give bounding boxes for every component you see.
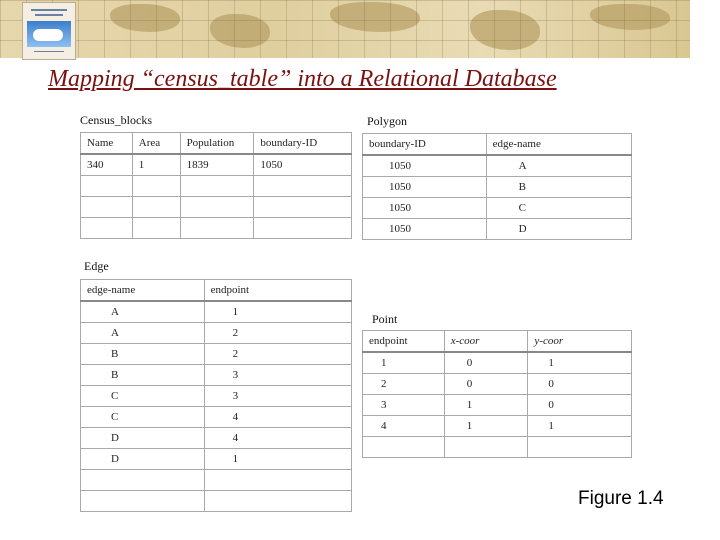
edge-table	[80, 279, 352, 512]
table-row	[81, 301, 352, 323]
column-header: endpoint	[204, 280, 351, 302]
table-cell: A	[486, 155, 631, 177]
table-cell: 2	[204, 323, 351, 344]
point-table	[362, 330, 632, 458]
table-row	[81, 365, 352, 386]
table-cell	[363, 437, 445, 458]
table-row	[363, 352, 632, 374]
book-logo	[22, 2, 76, 60]
table-cell	[81, 197, 133, 218]
table-row	[81, 218, 352, 239]
column-header: y-coor	[528, 331, 632, 353]
census-blocks-label: Census_blocks	[80, 113, 152, 127]
column-header: x-coor	[444, 331, 528, 353]
table-cell: 340	[81, 154, 133, 176]
table-row	[81, 176, 352, 197]
table-row	[81, 154, 352, 176]
table-cell	[81, 470, 205, 491]
logo-line	[34, 51, 64, 52]
table-cell: 1050	[363, 155, 487, 177]
table-cell: 0	[444, 374, 528, 395]
table-cell: 3	[204, 365, 351, 386]
table-row	[363, 219, 632, 240]
table-cell: 1050	[254, 154, 352, 176]
table-cell: 3	[363, 395, 445, 416]
table-cell: 2	[363, 374, 445, 395]
figure-caption: Figure 1.4	[578, 488, 664, 509]
table-row	[81, 344, 352, 365]
table-cell	[254, 197, 352, 218]
table-row	[81, 386, 352, 407]
table-cell: 1	[204, 449, 351, 470]
table-cell: 1050	[363, 198, 487, 219]
column-header: Area	[132, 133, 180, 155]
table-row	[81, 407, 352, 428]
table-cell: 0	[528, 374, 632, 395]
table-row	[363, 395, 632, 416]
table-cell: 3	[204, 386, 351, 407]
table-cell: 0	[444, 352, 528, 374]
slide-title: Mapping “census_table” into a Relational Database	[48, 66, 557, 92]
column-header: endpoint	[363, 331, 445, 353]
table-cell: A	[81, 301, 205, 323]
table-cell: 1050	[363, 177, 487, 198]
table-cell	[204, 470, 351, 491]
table-cell	[254, 176, 352, 197]
table-cell: 1	[363, 352, 445, 374]
table-cell	[180, 218, 254, 239]
point-label: Point	[372, 312, 398, 326]
polygon-label: Polygon	[367, 114, 408, 128]
table-row	[81, 491, 352, 512]
table-cell: 1	[204, 301, 351, 323]
table-row	[363, 177, 632, 198]
table-cell: 1839	[180, 154, 254, 176]
logo-line	[31, 9, 67, 11]
table-row	[81, 323, 352, 344]
census-blocks-table	[80, 132, 352, 239]
table-cell: 1	[444, 395, 528, 416]
table-cell: 0	[528, 395, 632, 416]
column-header: boundary-ID	[363, 134, 487, 156]
table-row	[81, 449, 352, 470]
table-cell: 1	[528, 352, 632, 374]
table-cell: 4	[204, 428, 351, 449]
edge-label: Edge	[84, 259, 109, 273]
table-cell: 1	[132, 154, 180, 176]
table-cell	[528, 437, 632, 458]
table-cell: 2	[204, 344, 351, 365]
table-cell	[132, 197, 180, 218]
table-header-row	[363, 331, 632, 353]
column-header: Population	[180, 133, 254, 155]
table-cell: 1	[444, 416, 528, 437]
table-header-row	[81, 133, 352, 155]
table-cell: C	[81, 407, 205, 428]
column-header: boundary-ID	[254, 133, 352, 155]
table-cell	[204, 491, 351, 512]
table-cell: B	[81, 365, 205, 386]
header-banner	[0, 0, 690, 58]
table-row	[363, 374, 632, 395]
table-cell: B	[81, 344, 205, 365]
table-cell	[180, 176, 254, 197]
table-cell	[81, 218, 133, 239]
table-cell: B	[486, 177, 631, 198]
table-cell: C	[486, 198, 631, 219]
map-grid	[0, 0, 690, 58]
table-row	[81, 197, 352, 218]
column-header: Name	[81, 133, 133, 155]
table-cell	[180, 197, 254, 218]
table-cell	[81, 176, 133, 197]
table-cell: D	[81, 449, 205, 470]
table-header-row	[81, 280, 352, 302]
table-row	[363, 155, 632, 177]
table-cell	[254, 218, 352, 239]
table-row	[81, 470, 352, 491]
table-cell: 1050	[363, 219, 487, 240]
table-header-row	[363, 134, 632, 156]
polygon-table	[362, 133, 632, 240]
column-header: edge-name	[486, 134, 631, 156]
table-row	[363, 437, 632, 458]
table-cell: 4	[204, 407, 351, 428]
logo-cloud	[33, 29, 63, 41]
column-header: edge-name	[81, 280, 205, 302]
table-cell: 4	[363, 416, 445, 437]
table-cell: D	[81, 428, 205, 449]
table-cell: D	[486, 219, 631, 240]
table-cell: C	[81, 386, 205, 407]
logo-line	[35, 14, 63, 16]
table-cell	[444, 437, 528, 458]
table-cell	[132, 176, 180, 197]
table-cell: 1	[528, 416, 632, 437]
table-row	[363, 198, 632, 219]
table-cell: A	[81, 323, 205, 344]
table-row	[363, 416, 632, 437]
table-cell	[81, 491, 205, 512]
table-cell	[132, 218, 180, 239]
table-row	[81, 428, 352, 449]
